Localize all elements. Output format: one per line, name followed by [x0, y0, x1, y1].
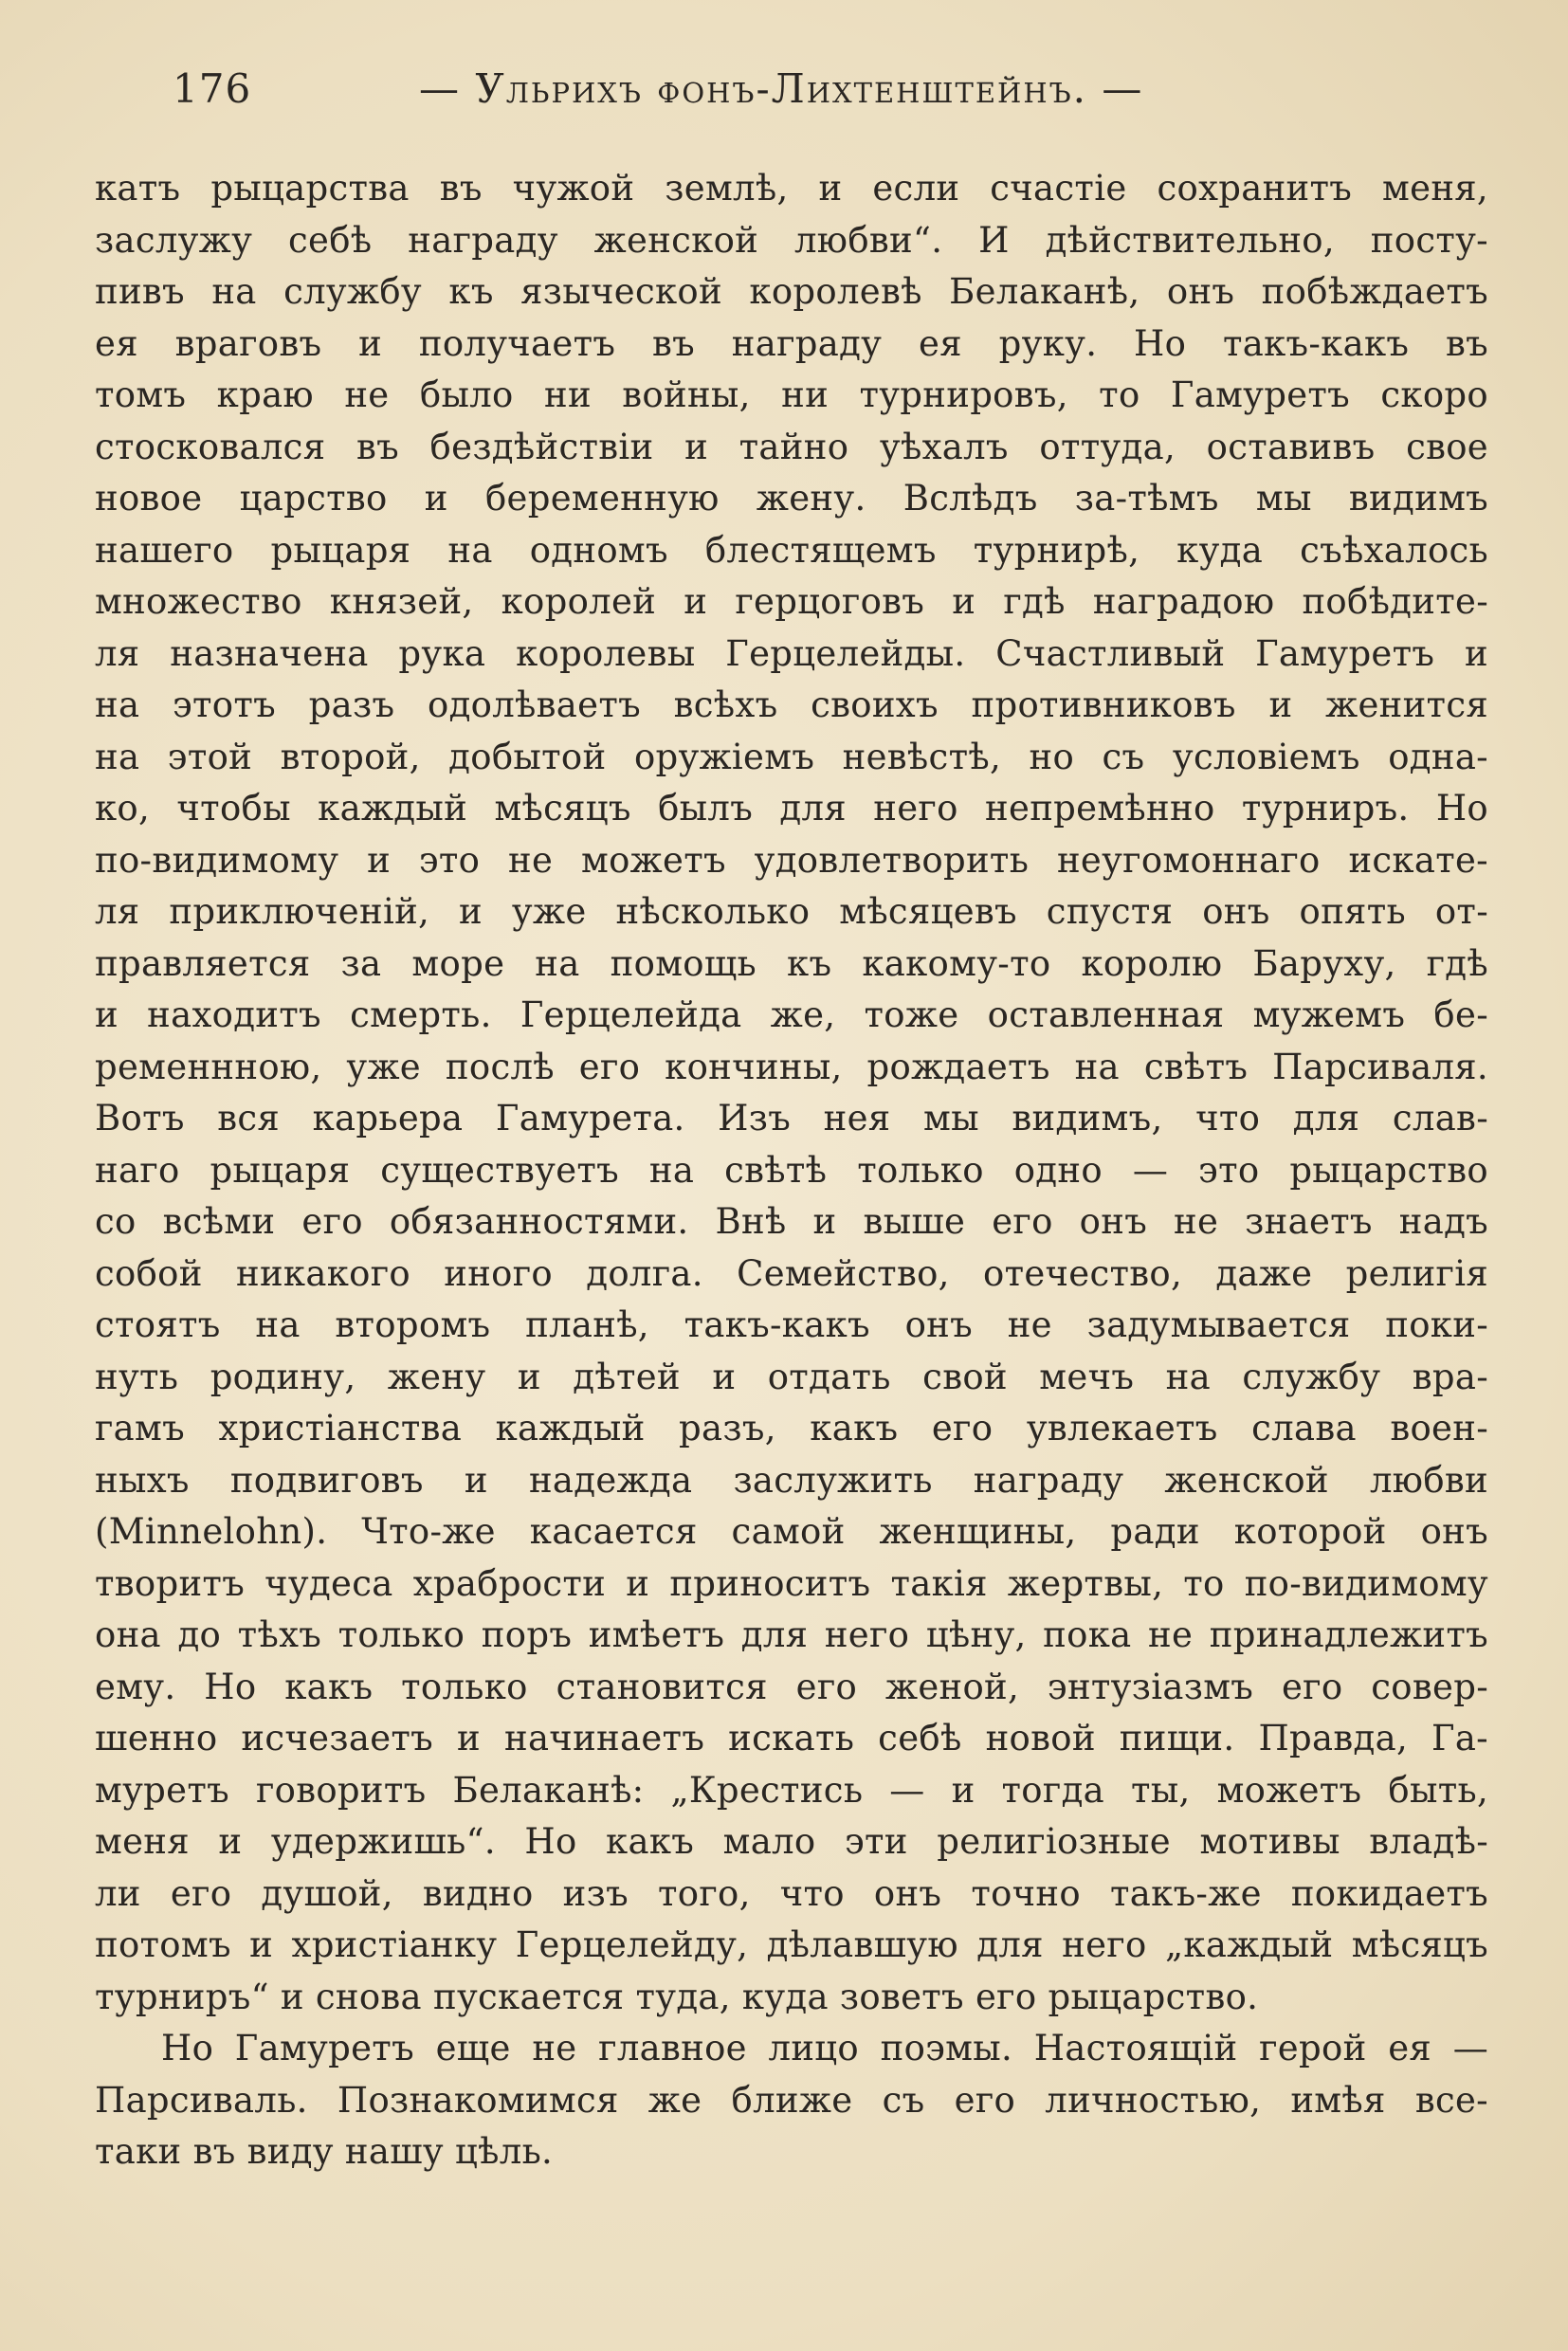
text-line: пивъ на службу къ языческой королевѣ Белаканѣ, онъ побѣждаетъ — [95, 271, 1488, 312]
text-line: ли его душой, видно изъ того, что онъ точно такъ-же покидаетъ — [95, 1872, 1488, 1914]
text-line: нуть родину, жену и дѣтей и отдать свой мечъ на службу вра- — [95, 1356, 1488, 1397]
text-line: стосковался въ бездѣйствіи и тайно уѣхалъ оттуда, оставивъ свое — [95, 426, 1488, 467]
text-line: шенно исчезаетъ и начинаетъ искать себѣ новой пищи. Правда, Га- — [95, 1718, 1488, 1759]
text-line: ея враговъ и получаетъ въ награду ея руку. Но такъ-какъ въ — [95, 322, 1488, 364]
text-line: новое царство и беременную жену. Вслѣдъ за-тѣмъ мы видимъ — [95, 478, 1488, 519]
text-line: правляется за море на помощь къ какому-то королю Баруху, гдѣ — [95, 942, 1488, 984]
text-line: она до тѣхъ только поръ имѣетъ для него цѣну, пока не принадлежитъ — [95, 1614, 1488, 1655]
text-line: турниръ“ и снова пускается туда, куда зоветъ его рыцарство. — [95, 1976, 1259, 2017]
text-line: на этой второй, добытой оружіемъ невѣстѣ, но съ условіемъ однa- — [95, 736, 1488, 777]
text-line: со всѣми его обязанностями. Внѣ и выше его онъ не знаетъ надъ — [95, 1201, 1488, 1242]
text-line: множество князей, королей и герцоговъ и гдѣ наградою побѣдите- — [95, 581, 1488, 622]
text-line: (Minnelohn). Что-же касается самой женщины, ради которой онъ — [95, 1511, 1488, 1552]
text-line: Вотъ вся карьера Гамурета. Изъ нея мы видимъ, что для слав- — [95, 1098, 1488, 1139]
text-line: ля назначена рука королевы Герцелейды. Счастливый Гамуретъ и — [95, 632, 1488, 674]
text-line: наго рыцаря существуетъ на свѣтѣ только одно — это рыцарство — [95, 1149, 1488, 1191]
text-line: меня и удержишь“. Но какъ мало эти религіозные мотивы владѣ- — [95, 1821, 1488, 1862]
text-line: собой никакого иного долга. Семейство, отечество, даже религія — [95, 1252, 1488, 1294]
text-line: ему. Но какъ только становится его женой, энтузіазмъ его совер- — [95, 1666, 1488, 1707]
text-line: ля приключеній, и уже нѣсколько мѣсяцевъ спустя онъ опять от- — [95, 891, 1488, 932]
text-line: ко, чтобы каждый мѣсяцъ былъ для него непремѣнно турниръ. Но — [95, 788, 1488, 829]
text-line: на этотъ разъ одолѣваетъ всѣхъ своихъ противниковъ и женится — [95, 684, 1488, 725]
body-text — [95, 163, 1488, 2178]
text-line: катъ рыцарства въ чужой землѣ, и если счастіе сохранитъ меня, — [95, 168, 1488, 209]
running-title: — Ульрихъ фонъ-Лихтенштейнъ. — — [419, 64, 1144, 112]
page-number: 176 — [173, 64, 252, 112]
text-line: томъ краю не было ни войны, ни турнировъ, то Гамуретъ скоро — [95, 374, 1488, 415]
text-line: Но Гамуретъ еще не главное лицо поэмы. Настоящій герой ея — — [161, 2028, 1488, 2069]
text-line: потомъ и христіанку Герцелейду, дѣлавшую для него „каждый мѣсяцъ — [95, 1924, 1488, 1965]
text-line: муретъ говоритъ Белаканѣ: „Крестись — и тогда ты, можетъ быть, — [95, 1769, 1488, 1811]
text-line: стоятъ на второмъ планѣ, такъ-какъ онъ не задумывается поки- — [95, 1304, 1488, 1345]
text-line: нашего рыцаря на одномъ блестящемъ турнирѣ, куда съѣхалось — [95, 529, 1488, 571]
text-line: и находитъ смерть. Герцелейда же, тоже оставленная мужемъ бе- — [95, 994, 1488, 1035]
text-line: Парсиваль. Познакомимся же ближе съ его личностью, имѣя все- — [95, 2079, 1488, 2121]
text-line: творитъ чудеса храбрости и приноситъ такія жертвы, то по-видимому — [95, 1562, 1488, 1604]
text-line: ременнною, уже послѣ его кончины, рождаетъ на свѣтъ Парсиваля. — [95, 1046, 1488, 1087]
text-line: заслужу себѣ награду женской любви“. И дѣйствительно, посту- — [95, 219, 1488, 261]
page-header — [173, 55, 1500, 121]
text-line: гамъ христіанства каждый разъ, какъ его увлекаетъ слава воен- — [95, 1408, 1488, 1449]
text-line: ныхъ подвиговъ и надежда заслужить награду женской любви — [95, 1459, 1488, 1501]
text-line: таки въ виду нашу цѣль. — [95, 2131, 554, 2172]
text-line: по-видимому и это не можетъ удовлетворить неугомоннаго искате- — [95, 839, 1488, 881]
